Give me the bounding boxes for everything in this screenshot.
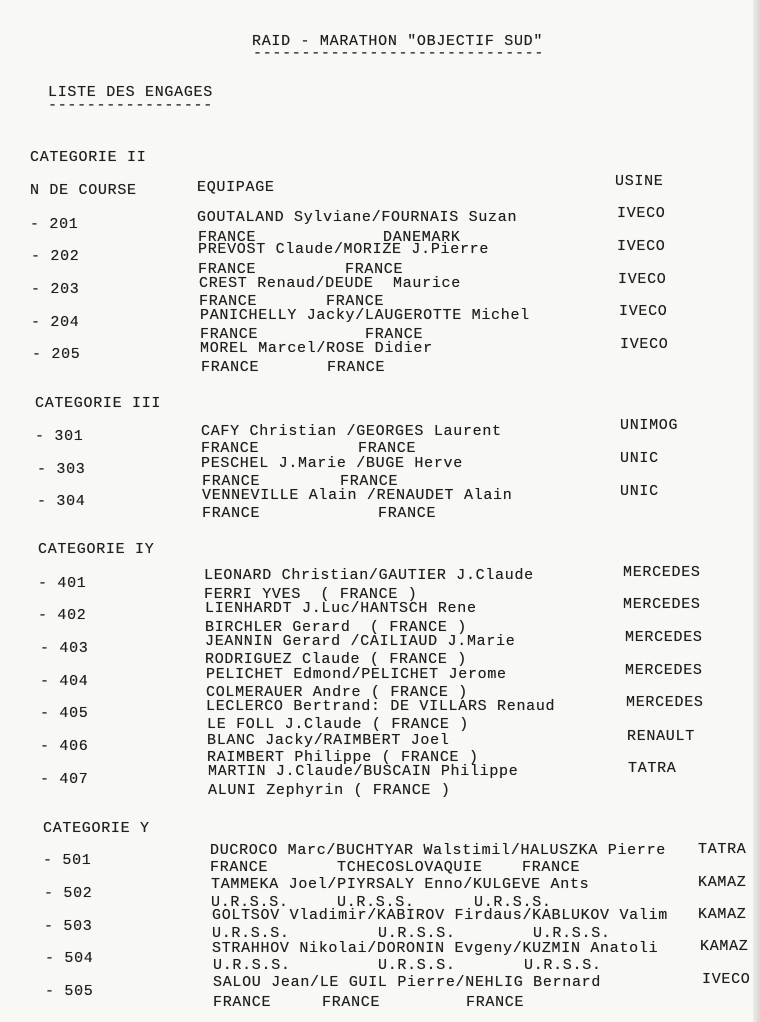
scan-edge-shadow [753, 0, 760, 1022]
race-number: - 504 [45, 950, 94, 967]
column-header-number: N DE COURSE [30, 182, 137, 199]
crew-names: PANICHELLY Jacky/LAUGEROTTE Michel [200, 307, 530, 324]
factory-name: MERCEDES [625, 629, 703, 646]
factory-name: IVECO [620, 336, 669, 353]
crew-member-extra: LE FOLL J.Claude ( FRANCE ) [207, 716, 469, 733]
factory-name: KAMAZ [700, 938, 749, 955]
column-header-crew: EQUIPAGE [197, 179, 275, 196]
crew-nationality: FRANCE [326, 293, 385, 310]
crew-nationality: U.R.S.S. [524, 957, 602, 974]
crew-names: JEANNIN Gerard /CAILIAUD J.Marie [205, 633, 516, 650]
crew-member-extra: FERRI YVES ( FRANCE ) [204, 586, 418, 603]
category-heading: CATEGORIE II [30, 149, 147, 166]
crew-names: SALOU Jean/LE GUIL Pierre/NEHLIG Bernard [213, 974, 602, 991]
crew-nationality: FRANCE [201, 359, 260, 376]
crew-nationality: FRANCE [213, 994, 272, 1011]
crew-names: GOUTALAND Sylviane/FOURNAIS Suzan [197, 209, 518, 226]
factory-name: KAMAZ [698, 874, 747, 891]
factory-name: IVECO [617, 238, 666, 255]
crew-nationality: FRANCE [198, 229, 257, 246]
race-number: - 202 [31, 248, 80, 265]
crew-nationality: FRANCE [210, 859, 269, 876]
crew-names: LEONARD Christian/GAUTIER J.Claude [204, 567, 534, 584]
crew-nationality: FRANCE [466, 994, 525, 1011]
list-heading-underline: ----------------- [48, 97, 213, 114]
crew-names: PESCHEL J.Marie /BUGE Herve [201, 455, 463, 472]
race-number: - 401 [38, 575, 87, 592]
document-title: RAID - MARATHON "OBJECTIF SUD" [252, 33, 544, 50]
crew-nationality: FRANCE [322, 994, 381, 1011]
crew-names: PELICHET Edmond/PELICHET Jerome [206, 666, 507, 683]
factory-name: TATRA [628, 760, 677, 777]
crew-names: PREVOST Claude/MORIZE J.Pierre [198, 241, 490, 258]
crew-nationality: U.R.S.S. [378, 957, 456, 974]
crew-nationality: FRANCE [327, 359, 386, 376]
crew-nationality: U.R.S.S. [337, 894, 415, 911]
crew-nationality: FRANCE [522, 859, 581, 876]
crew-member-extra: RAIMBERT Philippe ( FRANCE ) [207, 749, 479, 766]
factory-name: UNIMOG [620, 417, 679, 434]
race-number: - 406 [40, 738, 89, 755]
category-heading: CATEGORIE III [35, 395, 162, 412]
crew-member-extra: RODRIGUEZ Claude ( FRANCE ) [205, 651, 467, 668]
race-number: - 403 [40, 640, 89, 657]
crew-names: GOLTSOV Vladimir/KABIROV Firdaus/KABLUKOV Valim [212, 907, 668, 924]
race-number: - 402 [38, 607, 87, 624]
race-number: - 503 [44, 918, 93, 935]
race-number: - 505 [45, 983, 94, 1000]
factory-name: TATRA [698, 841, 747, 858]
race-number: - 501 [43, 852, 92, 869]
factory-name: MERCEDES [626, 694, 704, 711]
race-number: - 205 [32, 346, 81, 363]
crew-nationality: DANEMARK [383, 229, 461, 246]
crew-names: MOREL Marcel/ROSE Didier [200, 340, 433, 357]
factory-name: MERCEDES [625, 662, 703, 679]
crew-names: BLANC Jacky/RAIMBERT Joel [207, 732, 450, 749]
crew-nationality: FRANCE [199, 293, 258, 310]
crew-nationality: FRANCE [365, 326, 424, 343]
factory-name: UNIC [620, 483, 659, 500]
crew-names: LIENHARDT J.Luc/HANTSCH Rene [205, 600, 477, 617]
crew-names: MARTIN J.Claude/BUSCAIN Philippe [208, 763, 519, 780]
race-number: - 201 [30, 216, 79, 233]
race-number: - 203 [31, 281, 80, 298]
title-underline: ------------------------------ [253, 45, 545, 62]
crew-names: LECLERCO Bertrand: DE VILLARS Renaud [206, 698, 556, 715]
race-number: - 405 [40, 705, 89, 722]
crew-nationality: FRANCE [345, 261, 404, 278]
crew-names: STRAHHOV Nikolai/DORONIN Evgeny/KUZMIN Anatoli [212, 940, 659, 957]
column-header-factory: USINE [615, 173, 664, 190]
crew-nationality: FRANCE [202, 473, 261, 490]
race-number: - 502 [44, 885, 93, 902]
crew-names: CAFY Christian /GEORGES Laurent [201, 423, 502, 440]
crew-nationality: U.R.S.S. [211, 894, 289, 911]
race-number: - 301 [35, 428, 84, 445]
crew-nationality: FRANCE [198, 261, 257, 278]
crew-nationality: U.R.S.S. [212, 925, 290, 942]
crew-nationality: FRANCE [378, 505, 437, 522]
crew-nationality: FRANCE [358, 440, 417, 457]
factory-name: IVECO [619, 303, 668, 320]
factory-name: KAMAZ [698, 906, 747, 923]
race-number: - 204 [31, 314, 80, 331]
crew-nationality: TCHECOSLOVAQUIE [337, 859, 483, 876]
crew-nationality: FRANCE [340, 473, 399, 490]
crew-nationality: U.R.S.S. [474, 894, 552, 911]
factory-name: RENAULT [627, 728, 695, 745]
race-number: - 407 [40, 771, 89, 788]
crew-names: TAMMEKA Joel/PIYRSALY Enno/KULGEVE Ants [211, 876, 590, 893]
factory-name: IVECO [617, 205, 666, 222]
race-number: - 304 [37, 493, 86, 510]
crew-names: DUCROCO Marc/BUCHTYAR Walstimil/HALUSZKA Pierre [210, 842, 666, 859]
race-number: - 303 [37, 461, 86, 478]
factory-name: IVECO [618, 271, 667, 288]
crew-nationality: FRANCE [201, 440, 260, 457]
crew-member-extra: COLMERAUER Andre ( FRANCE ) [206, 684, 468, 701]
crew-nationality: U.R.S.S. [378, 925, 456, 942]
crew-names: VENNEVILLE Alain /RENAUDET Alain [202, 487, 513, 504]
category-heading: CATEGORIE Y [43, 820, 150, 837]
list-heading: LISTE DES ENGAGES [48, 84, 213, 101]
category-heading: CATEGORIE IY [38, 541, 155, 558]
crew-nationality: FRANCE [202, 505, 261, 522]
factory-name: IVECO [702, 971, 751, 988]
crew-nationality: U.R.S.S. [533, 925, 611, 942]
factory-name: MERCEDES [623, 596, 701, 613]
crew-nationality: FRANCE [200, 326, 259, 343]
race-number: - 404 [40, 673, 89, 690]
crew-member-extra: BIRCHLER Gerard ( FRANCE ) [205, 619, 467, 636]
factory-name: MERCEDES [623, 564, 701, 581]
crew-names: CREST Renaud/DEUDE Maurice [199, 275, 461, 292]
factory-name: UNIC [620, 450, 659, 467]
crew-nationality: U.R.S.S. [213, 957, 291, 974]
crew-member-extra: ALUNI Zephyrin ( FRANCE ) [208, 782, 451, 799]
